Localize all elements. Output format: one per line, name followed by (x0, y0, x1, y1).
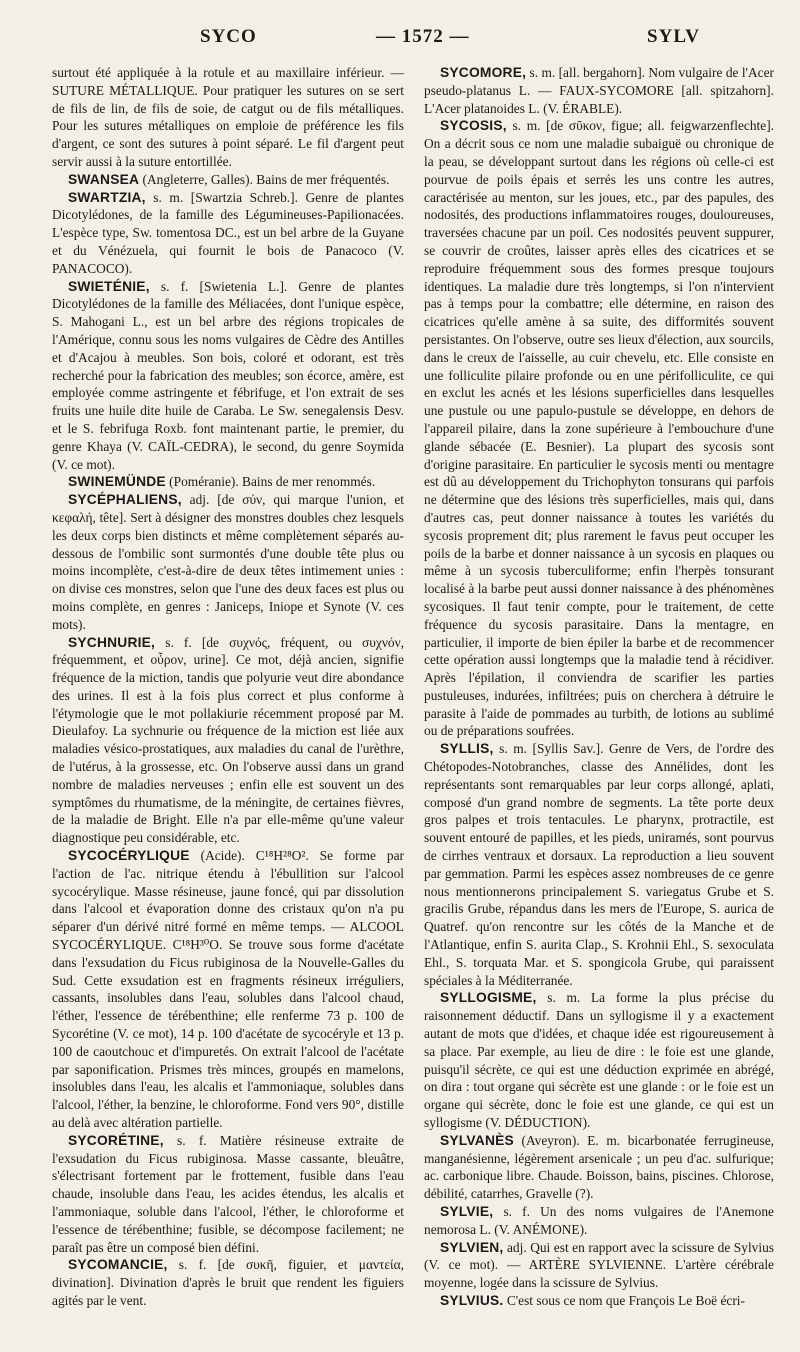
entry-text: adj. [de σύν, qui marque l'union, et κεφαλή, tête]. Sert à désigner des monstres doubles chez lesquels les deux corps bien distincts et même complètement séparés au-dessous de l'ombilic sont surmontés d'une double tête plus ou moins incomplète, c'est-à-dire de deux têtes intimement unies : on divise ces monstres, selon que l'une des deux faces est plus ou moins complète, en genres : Janiceps, Iniope et Synote (V. ces mots). (52, 492, 404, 632)
entry-continuation (52, 64, 404, 171)
entry-text: surtout été appliquée à la rotule et au maxillaire inférieur. — SUTURE MÉTALLIQUE. Pour pratiquer les sutures on se sert de fils de lin, de fils de soie, de catgut ou de fils métalliques. Pour les sutures métalliques on emploie de préférence les fils d'argent, ce sont des sutures à point séparé. Le fil d'argent peut servir aussi à la suture entortillée. (52, 65, 404, 169)
dictionary-entry (52, 278, 404, 474)
entry-headword: SYCOSIS, (440, 118, 507, 134)
entry-headword: SYCORÉTINE, (68, 1132, 164, 1148)
entry-text: s. m. [Syllis Sav.]. Genre de Vers, de l'ordre des Chétopodes-Notobranches, classe des Annélides, dont les représentants sont remarquables par leur corps allongé, aplati, composé d'un grand nombre de segments. La tête porte deux gros palpes et trois tentacules. Le pharynx, protractile, est souvent entouré de papilles, et les pieds, uniramés, sont pourvus de cirrhes ventraux et dorsaux. La reproduction a lieu souvent par gemmation. Parmi les espèces assez nombreuses de ce genre nous mentionnerons principalement S. variegatus Grube et S. gracilis Grube, répandus dans les mers de l'Europe, S. aurica de Quatref. qu'on rencontre sur les côtés de la Manche et de l'Atlantique, enfin S. aurita Clap., S. Krohnii Ehl., S. sexoculata Ehl., S. torquata Mar. et S. spongicola Grube, qui paraissent spéciales à la Méditerranée. (424, 741, 774, 988)
dictionary-entry (52, 189, 404, 278)
dictionary-entry (424, 1132, 774, 1203)
dictionary-entry (52, 491, 404, 633)
entry-headword: SYCOMANCIE, (68, 1257, 168, 1273)
left-column (52, 64, 404, 1310)
dictionary-entry (424, 1239, 774, 1292)
entry-text: (Poméranie). Bains de mer renommés. (169, 474, 376, 490)
entry-text: s. f. [de συχνός, fréquent, ou συχνόν, fréquemment, et οὖρον, urine]. Ce mot, déjà ancien, signifie fréquence de la miction, tandis que polyurie veut dire abondance des urines. Il est à la fois plus correct et plus conforme à l'étymologie que le mot pollakiurie récemment proposé par M. Dieulafoy. La sychnurie ou fréquence de la miction est liée aux maladies vésico-prostatiques, aux maladies du canal de l'urèthre, de l'utérus, à la grossesse, etc. On l'observe aussi dans un grand nombre de maladies nerveuses ; enfin elle est souvent un des symptômes du rhumatisme, de la méningite, de certaines fièvres, de la maladie de Bright. Elle n'a par elle-même qu'une valeur diagnostique peu considérable, etc. (52, 634, 404, 846)
right-column (424, 64, 774, 1310)
dictionary-entry (424, 740, 774, 989)
entry-headword: SWINEMÜNDE (68, 474, 166, 490)
entry-headword: SYLVIE, (440, 1204, 494, 1219)
dictionary-entry (424, 1292, 774, 1310)
entry-text: s. f. [de συκῆ, figuier, et μαντεία, divination]. Divination d'après le bruit que rendent les figuiers agités par le vent. (52, 1257, 404, 1308)
dictionary-entry (52, 171, 404, 189)
entry-headword: SYLVANÈS (440, 1132, 514, 1148)
dictionary-entry (424, 64, 774, 117)
entry-text: s. f. Un des noms vulgaires de l'Anemone nemorosa L. (V. ANÉMONE). (424, 1204, 774, 1237)
entry-headword: SWIETÉNIE, (68, 278, 150, 294)
entry-headword: SWANSEA (68, 171, 140, 187)
entry-text: C'est sous ce nom que François Le Boë écri- (506, 1292, 745, 1308)
entry-headword: SYCOCÉRYLIQUE (68, 848, 190, 864)
dictionary-entry (424, 989, 774, 1131)
dictionary-entry (52, 1132, 404, 1257)
entry-headword: SYLLIS, (440, 741, 494, 757)
entry-headword: SYLVIEN, (440, 1239, 504, 1255)
header-right-guide-word: SYLV (647, 26, 700, 47)
entry-headword: SWARTZIA, (68, 189, 146, 205)
entry-text: (Angleterre, Galles). Bains de mer fréquentés. (142, 171, 390, 187)
running-header (50, 26, 770, 56)
entry-text: s. f. Matière résineuse extraite de l'exsudation du Ficus rubiginosa. Masse cassante, bleuâtre, s'électrisant fortement par le frottement, fusible dans l'eau chaude, insoluble dans l'eau, les acides étendus, les alcalis et l'ammoniaque, soluble dans l'alcool, l'éther, le chloroforme et l'essence de térébenthine; fusible, se décompose facilement; ne paraît pas être un composé bien défini. (52, 1132, 404, 1255)
entry-text: adj. Qui est en rapport avec la scissure de Sylvius (V. ce mot). — ARTÈRE SYLVIENNE. L'artère cérébrale moyenne, logée dans la scissure de Sylvius. (424, 1239, 774, 1291)
page-number: — 1572 — (376, 26, 470, 47)
entry-text: s. m. La forme la plus précise du raisonnement déductif. Dans un syllogisme il y a exactement autant de mots que d'idées, et chaque idée est rigoureusement à sa place. Par exemple, au lieu de dire : le foie est une glande, puisqu'il sécrète, ce qui est une déduction exprimée en abrégé, on dira : tout organe qui sécrète est une glande : or le foie est un organe qui sécrète, donc le foie est une glande, ce qui est un syllogisme (V. DÉDUCTION). (424, 990, 774, 1131)
dictionary-entry (52, 847, 404, 1132)
dictionary-entry (52, 473, 404, 491)
entry-headword: SYCOMORE, (440, 65, 527, 80)
entry-headword: SYLVIUS. (440, 1292, 504, 1308)
entry-text: s. m. [de σῦκον, figue; all. feigwarzenflechte]. On a décrit sous ce nom une maladie subaiguë ou chronique de la peau, se développant surtout dans les régions où celle-ci est pourvue de poils épais et serrés les uns contre les autres, caractérisée au menton, sur les joues, etc., par des papules, des nodosités, des productions inflammatoires rouges, douloureuses, traversées chacune par un poil. Ces nodosités peuvent suppurer, se couvrir de croûtes, laisser après elles des cicatrices et se reproduire fréquemment sous des formes presque toujours identiques. La maladie dure très longtemps, si l'on n'intervient pas à temps pour la combattre; elle détermine, en raison des cicatrices qu'elle amène à sa suite, des difformités souvent persistantes. On l'observe, outre ses lieux d'élection, aux sourcils, dans le creux de l'aisselle, au cuir chevelu, etc. Elle consiste en une folliculite pilaire profonde ou en une périfolliculite, ce qui en exclut les acnés et les lésions superficielles dans lesquelles une pustule ou une papulo-pustule se développe, en dehors de l'appareil pilaire, dans la zone supérieure à l'embouchure d'une glande sébacée (E. Besnier). La plupart des sycosis sont d'origine parasitaire. En particulier le sycosis menti ou mentagre est dû au développement du Trichophyton tonsurans qui parfois ne détermine que des lésions très superficielles, mais qui, dans d'autres cas, peut donner naissance à toutes les variétés du sycosis proprement dit; plus rarement le favus peut occuper les poils de la barbe et donner naissance à un sycosis en plaques ou même à un sycosis tuberculiforme; enfin l'herpès tonsurant localisé à la barbe peut aussi donner naissance à des phénomènes sycosiques. Il faut tenir compte, pour le traitement, de cette fréquence du sycosis parasitaire. Dans la mentagre, en particulier, il importe de bien épiler la barbe et de recommencer cette opération aussi longtemps que la maladie tend à récidiver. Après l'épilation, il conviendra de scarifier les parties pustuleuses, indurées, infiltrées; puis on cherchera à détruire le parasite à l'aide de pommades au turbith, de lotions au sublimé ou de préparations soufrées. (424, 118, 775, 739)
entry-text: s. f. [Swietenia L.]. Genre de plantes Dicotylédones de la famille des Méliacées, dont l'unique espèce, S. Mahogani L., est un bel arbre des régions tropicales de l'Amérique, connu sous les noms vulgaires de Cèdre des Antilles et d'Acajou à meubles. Son bois, coloré et odorant, est très recherché pour la fabrication des meubles; son écorce, amère, est employée comme astringente et fébrifuge, et l'on extrait de ses fruits une huile dite huile de Caraba. Le Sw. senegalensis Desv. et le S. febrifuga Roxb. font maintenant partie, le premier, du genre Khaya (V. CAÏL-CEDRA), le second, du genre Soymida (V. ce mot). (52, 278, 404, 472)
entry-headword: SYCHNURIE, (68, 634, 156, 650)
entry-text: (Aveyron). E. m. bicarbonatée ferrugineuse, manganésienne, légèrement arsenicale ; un peu d'ac. sulfurique; ac. carbonique libre. Chaude. Boisson, bains, piscines. Chlorose, débilité, catarrhes, Gravelle (?). (424, 1132, 774, 1202)
header-left-guide-word: SYCO (200, 26, 257, 47)
dictionary-entry (52, 1256, 404, 1309)
dictionary-entry (52, 634, 404, 848)
entry-headword: SYCÉPHALIENS, (68, 492, 182, 508)
entry-text: (Acide). C¹⁸H²⁸O². Se forme par l'action de l'ac. nitrique étendu à l'ébullition sur l'alcool sycocérylique. Masse résineuse, jaune foncé, qui par dissolution dans l'alcool et évaporation donne des cristaux qu'on n'a pu séparer d'un dérivé nitré formé en même temps. — ALCOOL SYCOCÉRYLIQUE. C¹⁸H³⁰O. Se trouve sous forme d'acétate dans l'exsudation du Ficus rubiginosa de la Nouvelle-Galles du Sud. Cette exsudation est en fragments résineux irréguliers, cassants, insolubles dans l'eau, solubles dans l'alcool chaud, l'éther, l'essence de térébenthine; elle renferme 73 p. 100 de Sycorétine (V. ce mot), 14 p. 100 d'acétate de sycocéryle et 13 p. 100 de caoutchouc et d'impuretés. On extrait l'alcool de l'acétate par saponification. Prismes très minces, groupés en mamelons, insolubles dans l'eau, les alcalis et l'ammoniaque, solubles dans l'alcool, l'éther, la benzine, le chloroforme. Fond vers 90°, distille au delà avec altération partielle. (52, 848, 404, 1131)
entry-text: s. m. [all. bergahorn]. Nom vulgaire de l'Acer pseudo-platanus L. — FAUX-SYCOMORE [all. spitzahorn]. L'Acer platanoides L. (V. ÉRABLE). (424, 65, 774, 116)
entry-text: s. m. [Swartzia Schreb.]. Genre de plantes Dicotylédones, de la famille des Légumineuses-Papilionacées. L'espèce type, Sw. tomentosa DC., est un bel arbre de la Guyane et du Vénézuela, qui fournit le bois de Panacoco (V. PANACOCO). (52, 189, 404, 276)
entry-headword: SYLLOGISME, (440, 990, 537, 1006)
dictionary-entry (424, 117, 774, 740)
dictionary-entry (424, 1203, 774, 1239)
